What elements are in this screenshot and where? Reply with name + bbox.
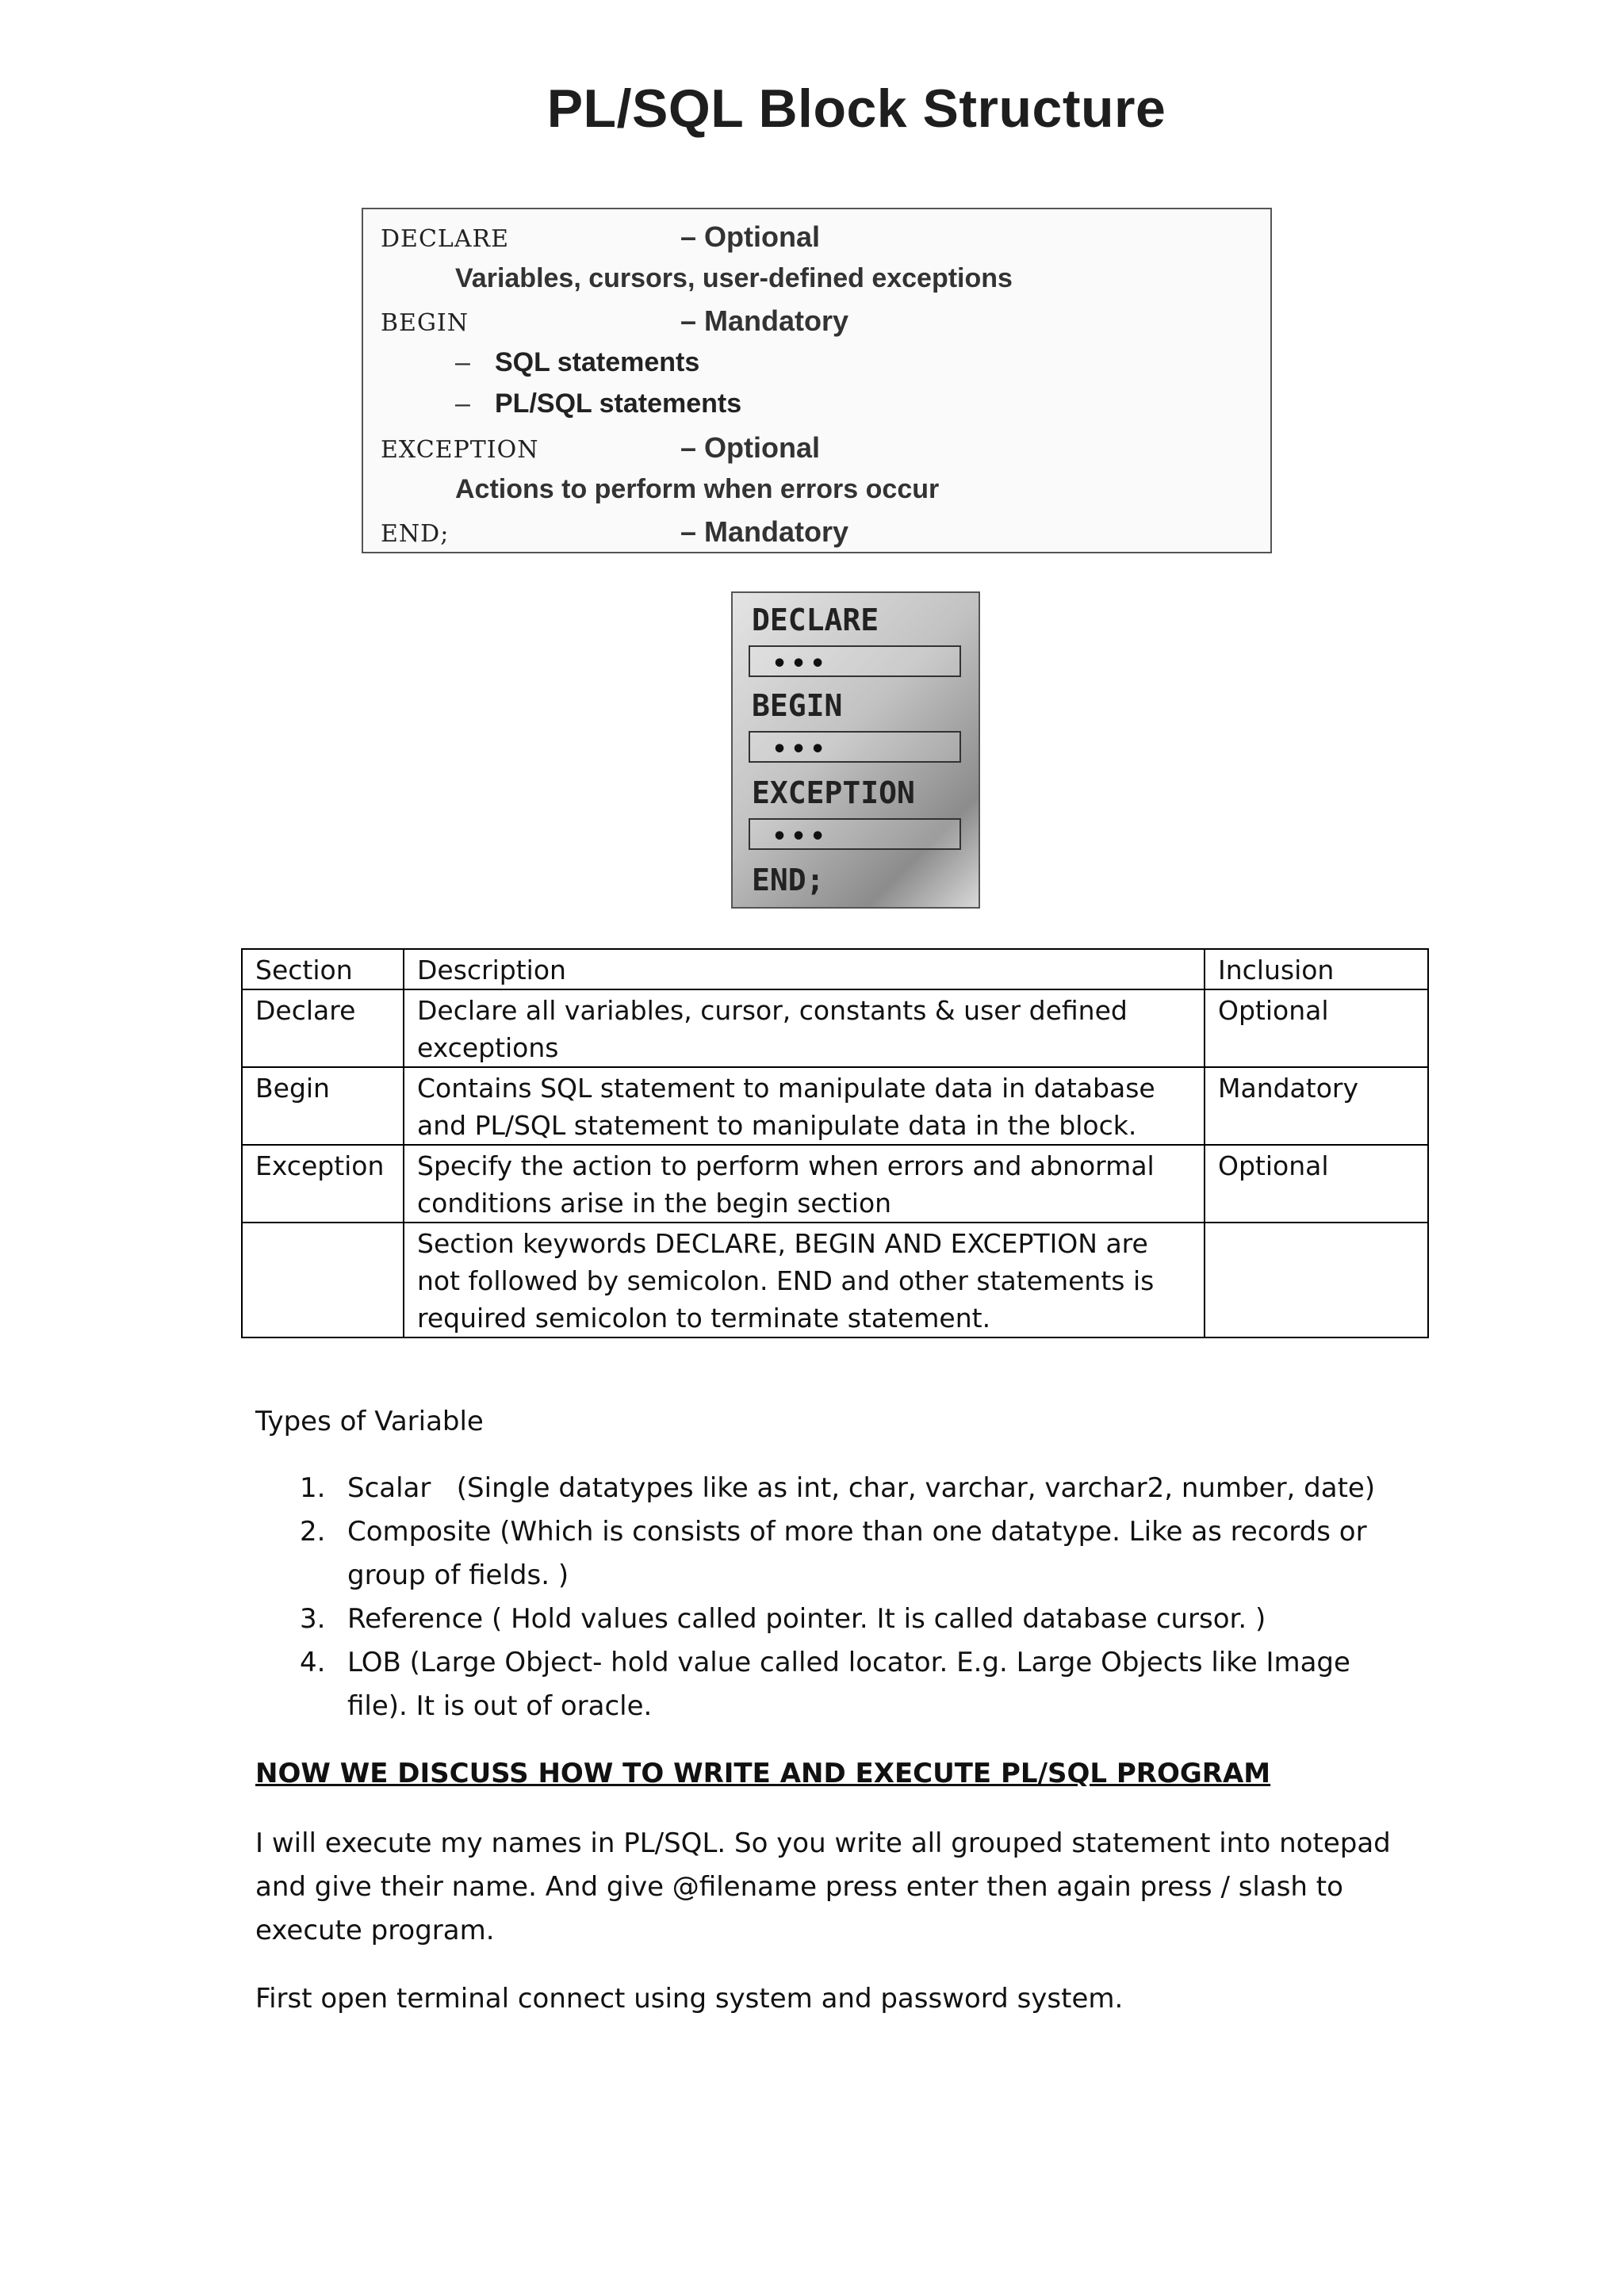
- diagram-dots: •••: [772, 823, 830, 851]
- discussion-paragraph-1: I will execute my names in PL/SQL. So you write all grouped statement into notepad and give their name. And give @filename press enter then again press / slash to execute program.: [255, 1827, 1391, 1946]
- begin-item-line-2: [363, 385, 1270, 427]
- diagram-begin: BEGIN: [752, 688, 843, 723]
- list-text: Reference ( Hold values called pointer. It is called database cursor. ): [347, 1603, 1266, 1635]
- exception-requirement: – Optional: [680, 431, 821, 464]
- list-number: 2.: [300, 1516, 326, 1548]
- end-requirement: – Mandatory: [680, 515, 849, 548]
- diagram-dots: •••: [772, 736, 830, 763]
- begin-line: [363, 301, 1270, 342]
- end-keyword: END;: [381, 520, 450, 548]
- declare-description-line: [363, 260, 1270, 301]
- list-item: [300, 1467, 1418, 1510]
- declare-keyword: DECLARE: [381, 225, 509, 253]
- begin-item-sql: SQL statements: [495, 347, 700, 377]
- header-description: Description: [404, 949, 1205, 989]
- table-row: [242, 1145, 1428, 1223]
- cell-section: [242, 1223, 404, 1337]
- diagram-end: END;: [752, 863, 825, 897]
- begin-item-plsql: PL/SQL statements: [495, 388, 742, 419]
- list-text: LOB (Large Object- hold value called locator. E.g. Large Objects like Image file). It is out of oracle.: [347, 1647, 1350, 1722]
- block-structure-box: [362, 208, 1272, 553]
- diagram-declare-slot: [749, 645, 961, 677]
- cell-description: Declare all variables, cursor, constants & user defined exceptions: [404, 989, 1205, 1067]
- list-text: Composite (Which is consists of more than one datatype. Like as records or group of fields. ): [347, 1516, 1367, 1591]
- end-line: [363, 512, 1270, 553]
- list-number: 4.: [300, 1647, 326, 1678]
- diagram-exception: EXCEPTION: [752, 775, 915, 810]
- page-title: PL/SQL Block Structure: [546, 78, 1166, 139]
- variables-heading: Types of Variable: [255, 1406, 484, 1437]
- discussion-paragraph-2: First open terminal connect using system and password system.: [255, 1983, 1124, 2015]
- cell-section: Begin: [242, 1067, 404, 1145]
- cell-description: Section keywords DECLARE, BEGIN AND EXCEPTION are not followed by semicolon. END and other statements is required semicolon to terminate statement.: [404, 1223, 1205, 1337]
- variable-types-list: [300, 1467, 1418, 1728]
- begin-keyword: BEGIN: [381, 309, 469, 337]
- diagram-declare: DECLARE: [752, 603, 879, 637]
- table-header-row: [242, 949, 1428, 989]
- list-item: [300, 1598, 1418, 1641]
- diagram-exception-slot: [749, 818, 961, 850]
- cell-inclusion: Optional: [1205, 989, 1428, 1067]
- begin-requirement: – Mandatory: [680, 304, 849, 337]
- sections-table: [241, 948, 1429, 1338]
- cell-section: Declare: [242, 989, 404, 1067]
- declare-requirement: – Optional: [680, 220, 821, 253]
- discussion-heading: NOW WE DISCUSS HOW TO WRITE AND EXECUTE PL/SQL PROGRAM: [255, 1758, 1271, 1789]
- table-row: [242, 1067, 1428, 1145]
- cell-inclusion: Mandatory: [1205, 1067, 1428, 1145]
- begin-item-line-1: [363, 344, 1270, 385]
- exception-keyword: EXCEPTION: [381, 436, 539, 464]
- block-diagram: [731, 591, 980, 909]
- list-text: Scalar (Single datatypes like as int, char, varchar, varchar2, number, date): [347, 1472, 1376, 1504]
- exception-description: Actions to perform when errors occur: [455, 474, 940, 504]
- header-inclusion: Inclusion: [1205, 949, 1428, 989]
- dash-marker: –: [455, 388, 470, 419]
- diagram-dots: •••: [772, 650, 830, 678]
- list-number: 1.: [300, 1472, 326, 1504]
- exception-description-line: [363, 471, 1270, 512]
- cell-description: Contains SQL statement to manipulate data in database and PL/SQL statement to manipulate data in the block.: [404, 1067, 1205, 1145]
- declare-description: Variables, cursors, user-defined exceptions: [455, 263, 1013, 293]
- diagram-begin-slot: [749, 731, 961, 763]
- table-row: [242, 1223, 1428, 1337]
- header-section: Section: [242, 949, 404, 989]
- dash-marker: –: [455, 347, 470, 377]
- cell-inclusion: [1205, 1223, 1428, 1337]
- list-number: 3.: [300, 1603, 326, 1635]
- table-row: [242, 989, 1428, 1067]
- cell-inclusion: Optional: [1205, 1145, 1428, 1223]
- cell-description: Specify the action to perform when errors and abnormal conditions arise in the begin section: [404, 1145, 1205, 1223]
- list-item: [300, 1510, 1418, 1598]
- cell-section: Exception: [242, 1145, 404, 1223]
- declare-line: [363, 217, 1270, 258]
- list-item: [300, 1641, 1418, 1728]
- exception-line: [363, 428, 1270, 469]
